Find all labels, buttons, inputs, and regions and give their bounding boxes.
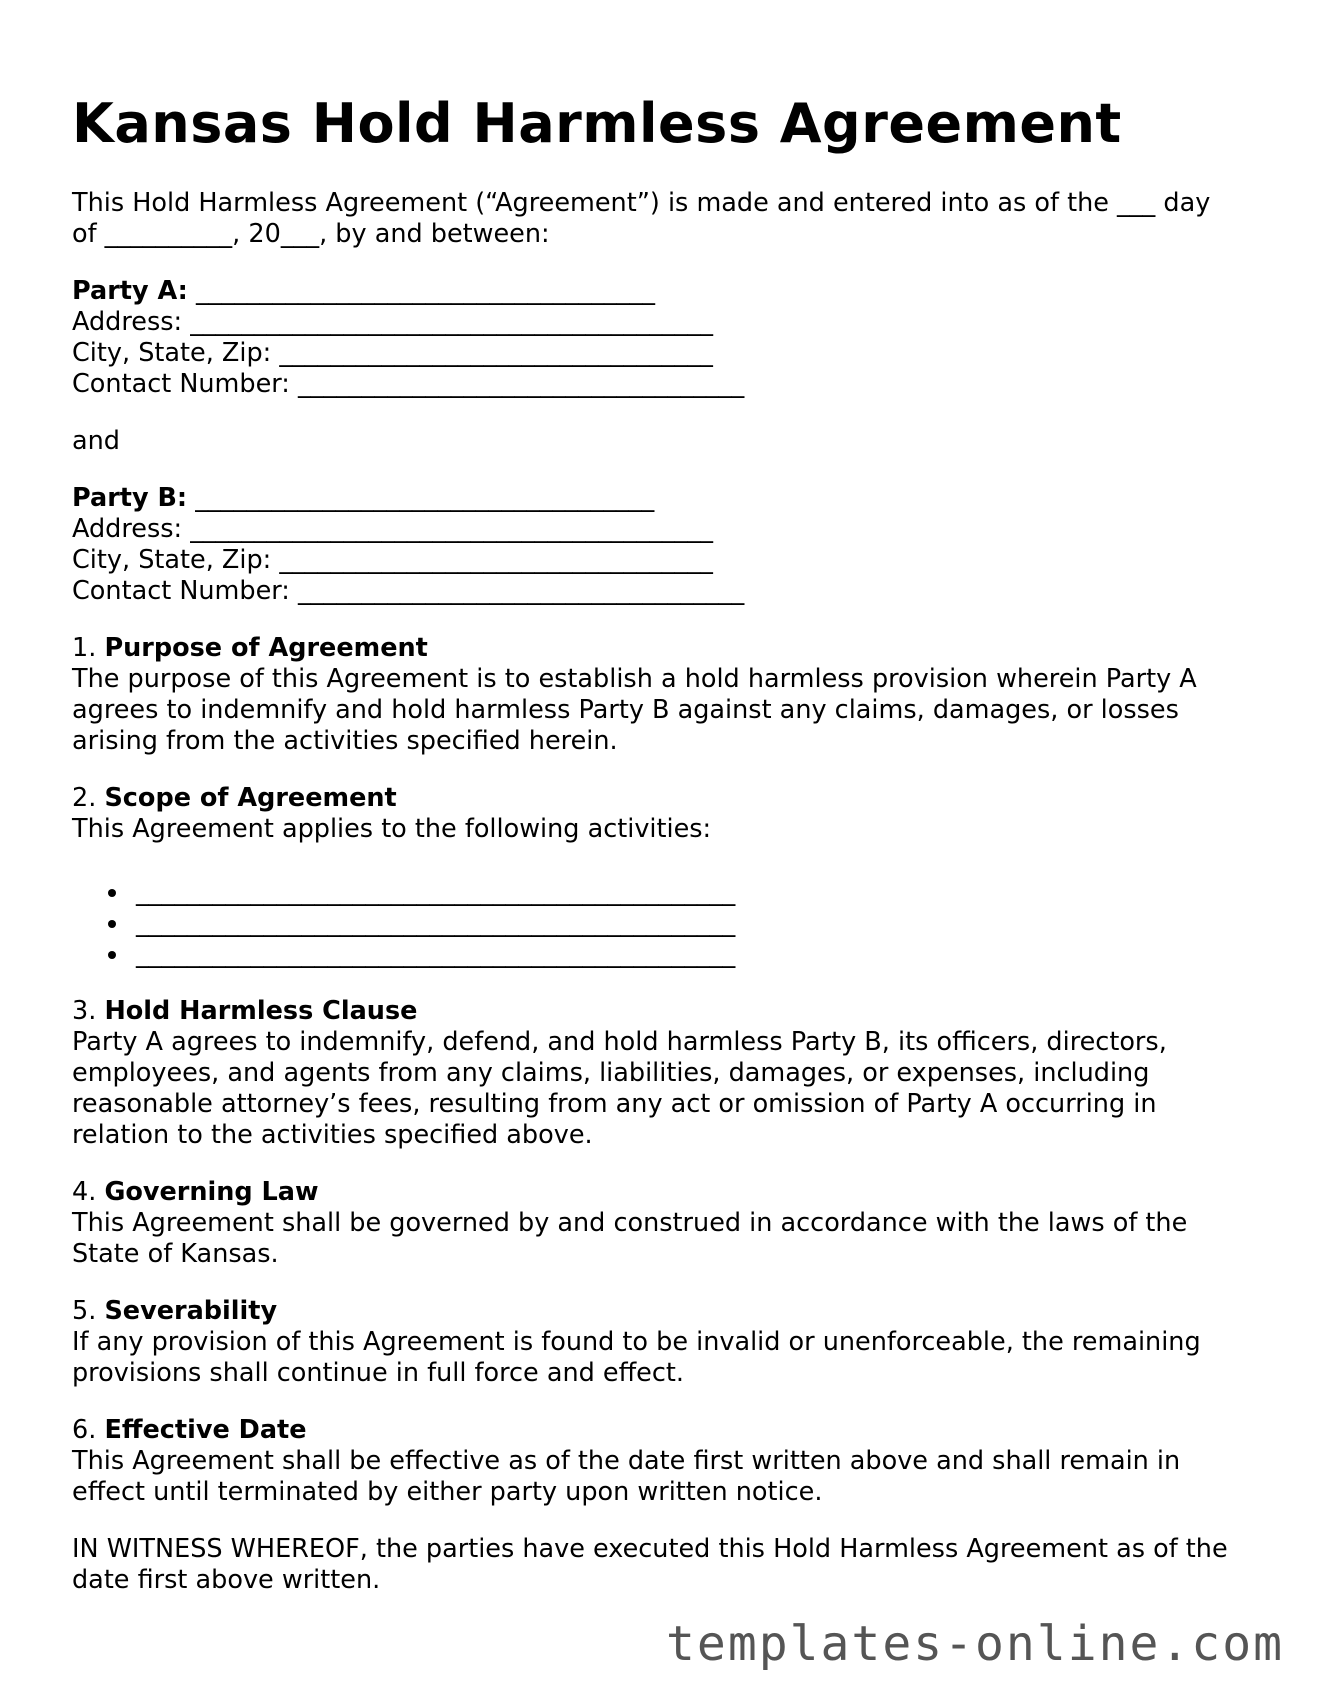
section-text-line: effect until terminated by either party upon written notice. xyxy=(72,1477,823,1507)
section-number: 1. xyxy=(72,633,105,663)
section-text-line: This Agreement applies to the following activities: xyxy=(72,814,712,844)
party-a-address: Address: _________________________________________ xyxy=(72,307,713,337)
party-b-contact-number: Contact Number: ___________________________________ xyxy=(72,576,745,606)
section-number: 4. xyxy=(72,1177,105,1207)
party-a-block xyxy=(72,276,1252,400)
witness-paragraph xyxy=(72,1534,1252,1596)
party-a-city-state-zip: City, State, Zip: __________________________________ xyxy=(72,338,713,368)
witness-line: date first above written. xyxy=(72,1565,381,1595)
party-b-name-blank: ____________________________________ xyxy=(187,483,655,513)
section-heading xyxy=(72,1177,1252,1208)
section-text-line: State of Kansas. xyxy=(72,1239,279,1269)
section-heading xyxy=(72,633,1252,664)
intro-line: of __________, 20___, by and between: xyxy=(72,219,550,249)
section-title: Severability xyxy=(104,1296,278,1326)
activity-blank-item: _______________________________________________ xyxy=(72,877,1252,908)
section-text-line: provisions shall continue in full force and effect. xyxy=(72,1358,684,1388)
section-heading xyxy=(72,996,1252,1027)
section-title: Governing Law xyxy=(104,1177,319,1207)
watermark: templates-online.com xyxy=(666,1616,1284,1672)
section-text-line: Party A agrees to indemnify, defend, and hold harmless Party B, its officers, directors, xyxy=(72,1027,1167,1057)
party-a-contact-number: Contact Number: ___________________________________ xyxy=(72,369,745,399)
document-title: Kansas Hold Harmless Agreement xyxy=(72,92,1122,155)
section-effective-date xyxy=(72,1415,1252,1508)
intro-line: This Hold Harmless Agreement (“Agreement”) is made and entered into as of the ___ day xyxy=(72,188,1211,218)
party-a-name-blank: ____________________________________ xyxy=(187,276,655,306)
section-scope xyxy=(72,783,1252,845)
and-text: and xyxy=(72,426,120,456)
section-title: Purpose of Agreement xyxy=(104,633,428,663)
section-text-line: reasonable attorney’s fees, resulting from any act or omission of Party A occurring in xyxy=(72,1089,1157,1119)
section-number: 5. xyxy=(72,1296,105,1326)
section-title: Scope of Agreement xyxy=(104,783,397,813)
intro-paragraph xyxy=(72,188,1252,250)
section-heading xyxy=(72,783,1252,814)
section-hold-harmless-clause xyxy=(72,996,1252,1151)
section-title: Effective Date xyxy=(104,1415,307,1445)
activity-blank-item: _______________________________________________ xyxy=(72,908,1252,939)
witness-line: IN WITNESS WHEREOF, the parties have executed this Hold Harmless Agreement as of the xyxy=(72,1534,1228,1564)
section-title: Hold Harmless Clause xyxy=(104,996,418,1026)
section-text-line: relation to the activities specified above. xyxy=(72,1120,593,1150)
party-b-name-line xyxy=(72,483,1252,514)
section-text-line: This Agreement shall be governed by and construed in accordance with the laws of the xyxy=(72,1208,1188,1238)
section-text-line: The purpose of this Agreement is to establish a hold harmless provision wherein Party A xyxy=(72,664,1197,694)
section-text-line: employees, and agents from any claims, liabilities, damages, or expenses, including xyxy=(72,1058,1150,1088)
activity-blank-item: _______________________________________________ xyxy=(72,939,1252,970)
section-governing-law xyxy=(72,1177,1252,1270)
section-text-line: arising from the activities specified herein. xyxy=(72,726,618,756)
section-severability xyxy=(72,1296,1252,1389)
section-text-line: If any provision of this Agreement is found to be invalid or unenforceable, the remaining xyxy=(72,1327,1201,1357)
section-text-line: This Agreement shall be effective as of the date first written above and shall remain in xyxy=(72,1446,1181,1476)
party-a-label: Party A: xyxy=(72,276,188,306)
party-b-label: Party B: xyxy=(72,483,188,513)
activities-list xyxy=(72,877,1252,970)
document-body xyxy=(72,188,1252,1622)
section-purpose xyxy=(72,633,1252,757)
section-number: 2. xyxy=(72,783,105,813)
section-number: 6. xyxy=(72,1415,105,1445)
section-text-line: agrees to indemnify and hold harmless Party B against any claims, damages, or losses xyxy=(72,695,1179,725)
party-a-name-line xyxy=(72,276,1252,307)
party-b-address: Address: _________________________________________ xyxy=(72,514,713,544)
section-heading xyxy=(72,1296,1252,1327)
party-b-city-state-zip: City, State, Zip: __________________________________ xyxy=(72,545,713,575)
section-number: 3. xyxy=(72,996,105,1026)
section-heading xyxy=(72,1415,1252,1446)
spacer xyxy=(72,857,1252,877)
party-b-block xyxy=(72,483,1252,607)
